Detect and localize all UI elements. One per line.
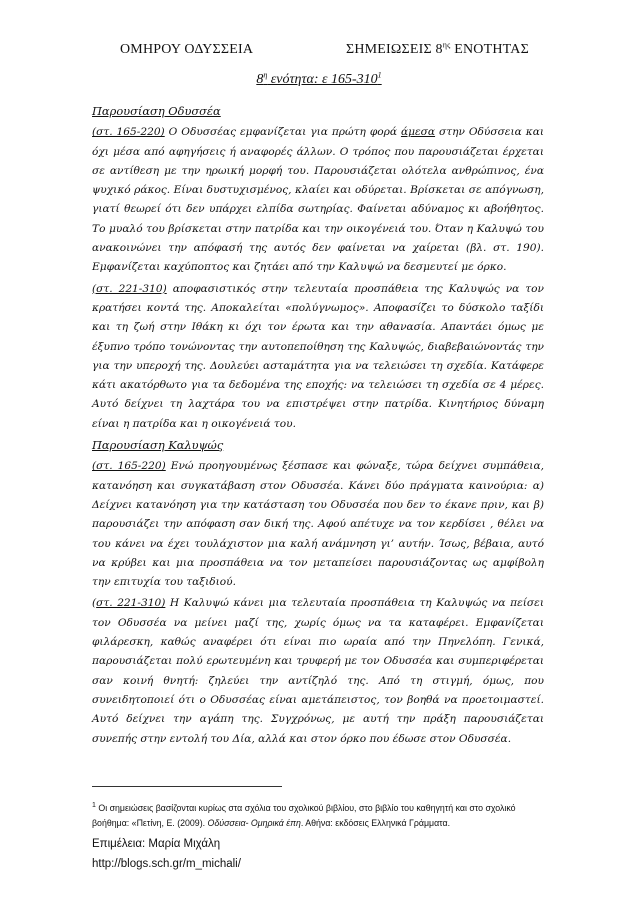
paragraph-calypso-1 [92,457,544,592]
verse-ref-open: ( [92,597,97,610]
footnote-book-title: Οδύσσεια- Ομηρικά έπη [207,818,301,829]
section-heading-calypso: Παρουσίαση Καλυψώς [92,438,224,453]
footnote-text: Οι σημειώσεις βασίζονται κυρίως στα σχόλια του σχολικού βιβλίου, στο βιβλίο του καθηγητή και στο σχολικό βοήθημα: «Πετίνη, Ε. (2009). [92,802,516,829]
title-footnote-ref[interactable]: 1 [377,70,382,80]
header-right-sup: ης [442,40,451,50]
paragraph-text: Ο Οδυσσέας εμφανίζεται για πρώτη φορά [164,126,401,139]
verse-ref: (στ. 165-220) [92,460,166,473]
footnote-number: 1 [92,802,96,809]
verse-ref: (στ. 165-220) [92,126,165,139]
paragraph-odysseus-1 [92,123,544,277]
title-text: ενότητα: ε 165-310 [267,72,378,87]
footer-url-link[interactable]: http://blogs.sch.gr/m_michali/ [92,858,241,870]
footnote [92,798,544,832]
paragraph-text: Ενώ προηγουμένως ξέσπασε και φώναξε, τώρα δείχνει συμπάθεια, κατανόηση και συγκατάβαση στον Οδυσσέα. Κάνει δύο πράγματα καινούρια: α) Δείχνει κατανόηση για την κατάσταση του Οδυσσέα που δεν το έκανε πριν, και β) παρουσιάζει την απόφαση σαν δική της. Αφού απέτυχε να τον κερδίσει , θέλει να του κάνει να έχει τουλάχιστον μια καλή ανάμνηση γι’ αυτήν. Ίσως, βέβαια, αυτό να κρύβει και μια προσπάθεια να τον μεταπείσει παρουσιάζοντας ως αμφίβολη την επιτυχία του ταξιδιού. [92,460,544,589]
footnote-divider [92,786,282,787]
paragraph-text: Η Καλυψώ κάνει μια τελευταία προσπάθεια τη Καλυψώς να πείσει τον Οδυσσέα να μείνει μαζί της, χωρίς όμως να τα καταφέρει. Εμφανίζεται φιλάρεσκη, καθώς αναφέρει ότι είναι πιο ωραία από την Πηνελόπη. Γενικά, παρουσιάζεται πολύ ερωτευμένη και τρυφερή με τον Οδυσσέα και συμπεριφέρεται σαν κοινή θνητή: ζηλεύει την αντίζηλό της. Από τη στιγμή, όμως, που συνειδητοποιεί ότι ο Οδυσσέας είναι αμετάπειστος, τον βοηθά να προετοιμαστεί. Αυτό δείχνει την αγάπη της. Συγχρόνως, με αυτή την πράξη παρουσιάζεται συνεπής στην εντολή του Δία, αλλά και στον όρκο που έδωσε στον Οδυσσέα. [92,597,544,745]
footnote-text: . Αθήνα: εκδόσεις Ελληνικά Γράμματα. [300,818,451,829]
title-sup: η [263,70,268,80]
header-left: ΟΜΗΡΟΥ ΟΔΥΣΣΕΙΑ [120,42,254,57]
verse-ref: στ. 221-310) [96,597,166,610]
header-right-pre: ΣΗΜΕΙΩΣΕΙΣ 8 [346,42,443,57]
header-right [346,42,529,58]
paragraph-text: αποφασιστικός στην τελευταία προσπάθεια της Καλυψώς να τον κρατήσει κοντά της. Αποκαλείται «πολύγνωμος». Αποφασίζει το δύσκολο ταξίδι και τη ζωή στην Ιθάκη κι όχι τον έρωτα και την αθανασία. Απαντάει όμως με έξυπνο τρόπο τονώνοντας την αυτοπεποίθηση της Καλυψώς, διαβεβαιώνοντάς την για την υπεροχή της. Δουλεύει ασταμάτητα για να τελειώσει τη σχεδία. Κατάφερε κάτι ακατόρθωτο για τα δεδομένα της εποχής: να τελειώσει τη σχεδία σε 4 μέρες. Αυτό δείχνει τη λαχτάρα του να επιστρέψει στην πατρίδα. Κινητήριος δύναμη είναι η πατρίδα και η οικογένειά του. [92,282,544,430]
underlined-word: άμεσα [400,126,436,139]
section-heading-odysseus: Παρουσίαση Οδυσσέα [92,104,221,118]
page-title [0,72,638,88]
title-pre: 8 [256,72,264,87]
footer-author: Επιμέλεια: Μαρία Μιχάλη [92,838,221,850]
header-right-post: ΕΝΟΤΗΤΑΣ [450,42,529,57]
paragraph-calypso-2 [92,594,544,748]
paragraph-text: στην Οδύσσεια και όχι μέσα από αφηγήσεις ή αναφορές άλλων. Ο τρόπος που παρουσιάζεται έρχεται σε αντίθεση με την ηρωική μορφή του. Παρουσιάζεται ολότελα ανθρώπινος, ένα ψυχικό ράκος. Είναι δυστυχισμένος, κλαίει και οδύρεται. Βρίσκεται σε απόγνωση, γιατί θεωρεί ότι δεν υπάρχει ελπίδα σωτηρίας. Φαίνεται αδύναμος κι αβοήθητος. Το μυαλό του βρίσκεται στην πατρίδα και την οικογένειά του. Όταν η Καλυψώ του ανακοινώνει την απόφασή της αυτός δεν φαίνεται να χαίρεται (βλ. στ. 190). Εμφανίζεται καχύποπτος και ζητάει από την Καλυψώ να δεσμευτεί με όρκο. [92,126,544,274]
verse-ref: (στ. 221-310) [92,282,167,295]
main-content [92,102,544,749]
paragraph-odysseus-2 [92,280,544,434]
